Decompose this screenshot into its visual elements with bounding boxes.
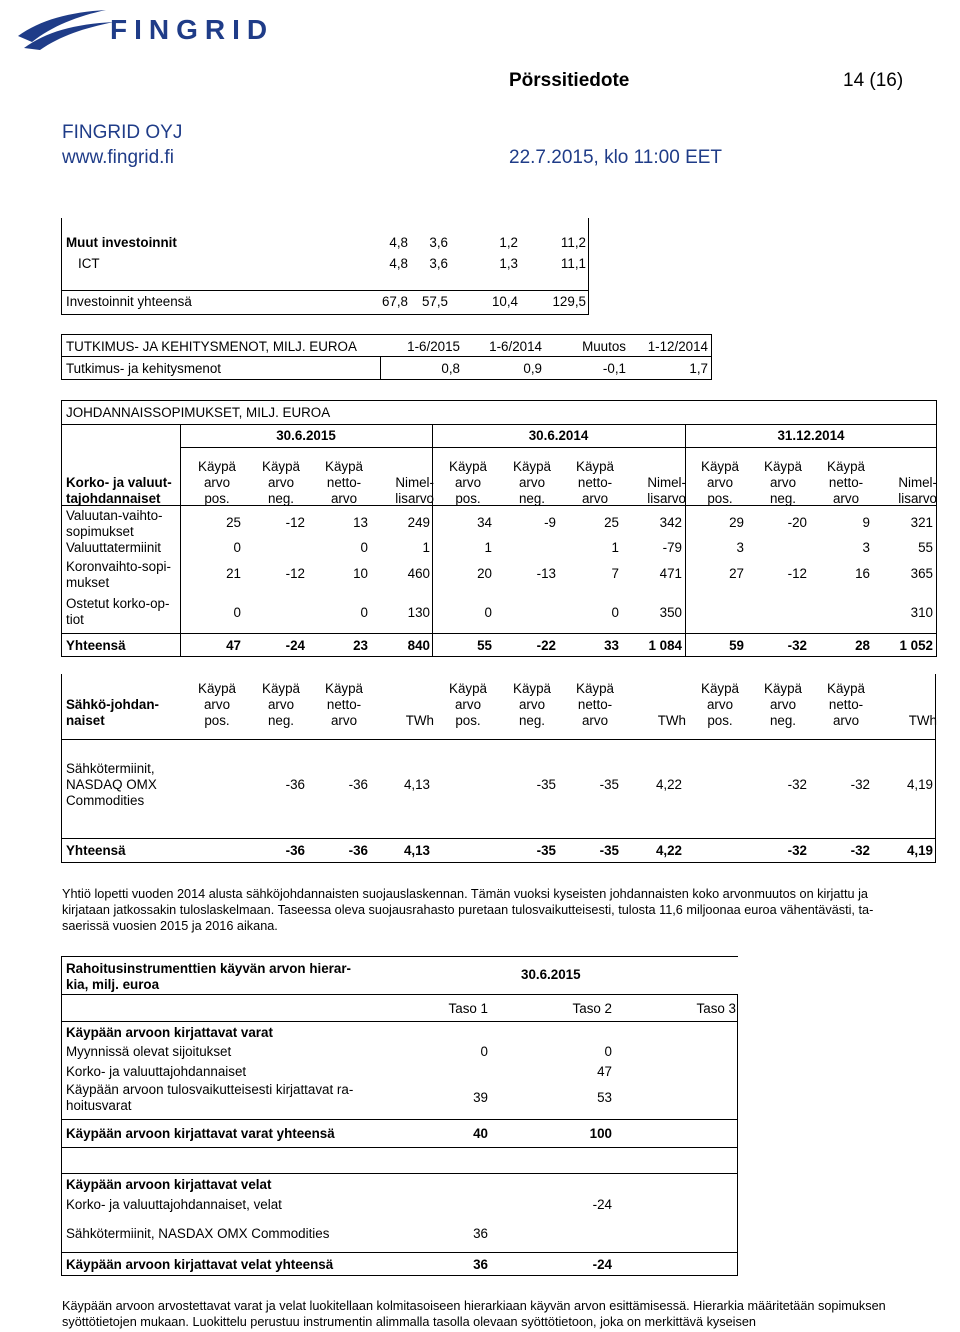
cell: 0,9 [523, 361, 542, 376]
column-header: Käypä [764, 681, 802, 696]
column-header: lisarvo [395, 491, 434, 506]
cell: 1,2 [499, 235, 518, 250]
column-header: Käypä [262, 681, 300, 696]
cell: 4,19 [906, 777, 933, 792]
cell: 100 [589, 1126, 612, 1141]
cell: 11,2 [560, 235, 586, 250]
cell: -0,1 [602, 361, 626, 376]
column-header: Käypä [827, 681, 865, 696]
level-header: Taso 2 [572, 1001, 612, 1016]
date-header: 30.6.2014 [528, 428, 589, 443]
row-label: Sähkötermiinit, [66, 761, 155, 776]
release-datetime: 22.7.2015, klo 11:00 EET [509, 147, 723, 168]
cell: 3 [736, 540, 744, 555]
cell: 249 [407, 515, 430, 530]
row-label: naiset [66, 713, 105, 728]
derivatives-title: JOHDANNAISSOPIMUKSET, MILJ. EUROA [66, 405, 331, 420]
cell: 4,19 [906, 843, 933, 858]
cell: 3,6 [429, 235, 448, 250]
cell: 25 [226, 515, 241, 530]
column-header: TWh [908, 713, 937, 728]
cell: -36 [285, 843, 305, 858]
row-label: Muut investoinnit [66, 235, 177, 250]
column-header: pos. [707, 713, 733, 728]
cell: 471 [659, 566, 682, 581]
cell: 129,5 [552, 294, 586, 309]
cell: 460 [407, 566, 430, 581]
column-header: netto- [577, 697, 613, 712]
cell: -32 [787, 638, 807, 653]
column-header: netto- [326, 475, 362, 490]
row-label: Käypään arvoon kirjattavat velat yhteensä [66, 1257, 334, 1272]
cell: -24 [285, 638, 305, 653]
paragraph-line: Yhtiö lopetti vuoden 2014 alusta sähköjohdannaisten suojauslaskennan. Tämän vuoksi kyseisten johdannaisten koko arvonmuutos on kirjattu ja [62, 887, 868, 901]
cell: 350 [659, 605, 682, 620]
cell: 4,8 [389, 235, 408, 250]
column-header: Nimel- [647, 475, 686, 490]
column-header: arvo [330, 713, 358, 728]
cell: 57,5 [421, 294, 448, 309]
cell: 59 [729, 638, 744, 653]
column-header: arvo [832, 491, 860, 506]
cell: -24 [592, 1257, 612, 1272]
column-header: netto- [577, 475, 613, 490]
column-header: neg. [769, 491, 797, 506]
cell: 1,7 [689, 361, 708, 376]
row-label: Investoinnit yhteensä [66, 294, 192, 309]
cell: 0,8 [441, 361, 460, 376]
column-header: arvo [581, 713, 609, 728]
row-label: Korko- ja valuuttajohdannaiset [66, 1064, 247, 1079]
row-label: Sähkötermiinit, NASDAX OMX Commodities [66, 1226, 330, 1241]
cell: -35 [536, 843, 556, 858]
col-header: 1-12/2014 [647, 339, 708, 354]
cell: -12 [285, 515, 305, 530]
column-header: Käypä [513, 681, 551, 696]
cell: -20 [787, 515, 807, 530]
column-header: lisarvo [898, 491, 937, 506]
cell: 55 [477, 638, 492, 653]
row-label: hoitusvarat [66, 1098, 132, 1113]
cell: -36 [348, 843, 368, 858]
column-header: arvo [454, 475, 482, 490]
logo-icon [18, 6, 118, 50]
paragraph-line: saerissä vuosien 2015 ja 2016 aikana. [62, 919, 278, 933]
column-header: arvo [769, 697, 797, 712]
column-header: arvo [330, 491, 358, 506]
cell: 47 [226, 638, 241, 653]
row-label: Koronvaihto-sopi- [66, 559, 171, 574]
cell: 55 [918, 540, 933, 555]
cell: 47 [597, 1064, 612, 1079]
cell: 3 [862, 540, 870, 555]
row-label: Commodities [66, 793, 145, 808]
cell: 1 084 [648, 638, 682, 653]
column-header: Käypä [764, 459, 802, 474]
cell: 10,4 [491, 294, 518, 309]
row-label: ICT [78, 256, 100, 271]
column-header: pos. [455, 713, 481, 728]
column-header: arvo [203, 697, 231, 712]
column-header: Nimel- [395, 475, 434, 490]
footer-line: syöttötietojen mukaan. Luokittelu perustuu instrumentin alimmalla tasolla olevaan syöttötietoon, joka on merkittävä kyseisen [62, 1315, 756, 1329]
cell: 20 [477, 566, 492, 581]
column-header: Käypä [701, 459, 739, 474]
column-header: neg. [267, 713, 295, 728]
fingrid-logo [18, 6, 278, 50]
cell: 0 [484, 605, 492, 620]
column-header: arvo [769, 475, 797, 490]
column-header: pos. [455, 491, 481, 506]
row-label: Korko- ja valuuttajohdannaiset, velat [66, 1197, 282, 1212]
cell: 1 [484, 540, 492, 555]
cell: 40 [473, 1126, 488, 1141]
cell: -79 [662, 540, 682, 555]
cell: 33 [604, 638, 619, 653]
cell: 39 [473, 1090, 488, 1105]
column-header: Käypä [513, 459, 551, 474]
column-header: arvo [518, 697, 546, 712]
column-header: neg. [518, 491, 546, 506]
row-label: Myynnissä olevat sijoitukset [66, 1044, 232, 1059]
column-header: Käypä [449, 459, 487, 474]
cell: 67,8 [381, 294, 408, 309]
hierarchy-title: kia, milj. euroa [66, 977, 160, 992]
cell: -12 [285, 566, 305, 581]
col-header: Muutos [582, 339, 626, 354]
row-label: Valuuttatermiinit [66, 540, 162, 555]
column-header: netto- [828, 697, 864, 712]
column-header: Käypä [198, 681, 236, 696]
cell: 1 052 [899, 638, 933, 653]
column-header: Käypä [576, 459, 614, 474]
column-header: Käypä [325, 681, 363, 696]
cell: -35 [599, 843, 619, 858]
company-name: FINGRID OYJ [62, 122, 183, 143]
page-number: 14 (16) [843, 70, 904, 91]
column-header: arvo [832, 713, 860, 728]
section-header: Käypään arvoon kirjattavat velat [66, 1177, 272, 1192]
cell: 840 [407, 638, 430, 653]
cell: -36 [285, 777, 305, 792]
cell: 23 [353, 638, 368, 653]
row-label: Valuutan-vaihto- [66, 508, 163, 523]
row-label: Ostetut korko-op- [66, 596, 170, 611]
cell: -12 [787, 566, 807, 581]
cell: 4,22 [655, 843, 682, 858]
row-label: Käypään arvoon kirjattavat varat yhteensä [66, 1126, 335, 1141]
row-label: sopimukset [66, 524, 134, 539]
column-header: pos. [204, 713, 230, 728]
cell: -32 [787, 777, 807, 792]
cell: 28 [855, 638, 870, 653]
date-header: 30.6.2015 [276, 428, 336, 443]
cell: 36 [473, 1226, 488, 1241]
cell: 310 [910, 605, 933, 620]
cell: 130 [407, 605, 430, 620]
cell: 0 [233, 540, 241, 555]
level-header: Taso 3 [696, 1001, 736, 1016]
column-header: arvo [706, 475, 734, 490]
column-header: Käypä [701, 681, 739, 696]
cell: 10 [353, 566, 368, 581]
row-label: Sähkö-johdan- [66, 697, 159, 712]
rnd-title: TUTKIMUS- JA KEHITYSMENOT, MILJ. EUROA [66, 339, 357, 354]
cell: 1 [611, 540, 619, 555]
row-label: Tutkimus- ja kehitysmenot [66, 361, 222, 376]
cell: 3,6 [429, 256, 448, 271]
row-label: Käypään arvoon tulosvaikutteisesti kirjattavat ra- [66, 1082, 354, 1097]
column-header: arvo [581, 491, 609, 506]
cell: 9 [862, 515, 870, 530]
hierarchy-title: Rahoitusinstrumenttien käyvän arvon hierar- [66, 961, 351, 976]
cell: 4,22 [655, 777, 682, 792]
row-label: tajohdannaiset [66, 491, 161, 506]
cell: 321 [910, 515, 933, 530]
column-header: Käypä [325, 459, 363, 474]
col-header: 1-6/2014 [489, 339, 542, 354]
cell: -32 [850, 843, 870, 858]
cell: 0 [611, 605, 619, 620]
cell: -24 [592, 1197, 612, 1212]
level-header: Taso 1 [448, 1001, 488, 1016]
cell: 1,3 [499, 256, 518, 271]
cell: -22 [536, 638, 556, 653]
cell: 7 [611, 566, 619, 581]
cell: 0 [480, 1044, 488, 1059]
cell: 11,1 [560, 256, 586, 271]
column-header: neg. [769, 713, 797, 728]
row-label: NASDAQ OMX [66, 777, 157, 792]
website-link[interactable]: www.fingrid.fi [62, 147, 174, 168]
column-header: arvo [267, 475, 295, 490]
cell: 53 [597, 1090, 612, 1105]
column-header: Käypä [576, 681, 614, 696]
col-header: 1-6/2015 [407, 339, 460, 354]
column-header: TWh [405, 713, 434, 728]
cell: 4,8 [389, 256, 408, 271]
cell: 342 [659, 515, 682, 530]
column-header: arvo [203, 475, 231, 490]
row-label: Yhteensä [66, 638, 126, 653]
logo-wordmark: FINGRID [110, 14, 275, 45]
column-header: netto- [828, 475, 864, 490]
column-header: arvo [518, 475, 546, 490]
cell: -13 [536, 566, 556, 581]
row-label: mukset [66, 575, 110, 590]
footer-line: Käypään arvoon arvostettavat varat ja velat luokitellaan kolmitasoiseen hierarkiaan käyvän arvon esittämisessä. Hierarkia määritetään sopimuksen [62, 1299, 886, 1313]
row-label: Yhteensä [66, 843, 126, 858]
hierarchy-date: 30.6.2015 [521, 967, 581, 982]
column-header: pos. [204, 491, 230, 506]
cell: 25 [604, 515, 619, 530]
paragraph-line: kirjataan jatkossakin tuloslaskelmaan. Taseessa oleva suojausrahasto puretaan tulosvaikutteisesti, tulosta 11,6 miljoonaa euroa vähentävästi, ta- [62, 903, 874, 917]
cell: 29 [729, 515, 744, 530]
cell: 0 [360, 605, 368, 620]
column-header: Käypä [262, 459, 300, 474]
column-header: Nimel- [898, 475, 937, 490]
column-header: lisarvo [647, 491, 686, 506]
column-header: TWh [657, 713, 686, 728]
column-header: Käypä [198, 459, 236, 474]
cell: -36 [348, 777, 368, 792]
cell: -35 [599, 777, 619, 792]
column-header: neg. [518, 713, 546, 728]
cell: 0 [604, 1044, 612, 1059]
column-header: Käypä [827, 459, 865, 474]
row-label: Korko- ja valuut- [66, 475, 172, 490]
cell: 4,13 [403, 777, 430, 792]
cell: 21 [226, 566, 241, 581]
cell: 1 [422, 540, 430, 555]
date-header: 31.12.2014 [777, 428, 845, 443]
cell: 0 [233, 605, 241, 620]
column-header: arvo [267, 697, 295, 712]
cell: 16 [855, 566, 870, 581]
cell: 13 [353, 515, 368, 530]
cell: 4,13 [403, 843, 430, 858]
cell: -35 [536, 777, 556, 792]
cell: -32 [787, 843, 807, 858]
cell: 365 [910, 566, 933, 581]
doc-title: Pörssitiedote [509, 70, 630, 91]
cell: -32 [850, 777, 870, 792]
cell: -9 [544, 515, 556, 530]
column-header: neg. [267, 491, 295, 506]
column-header: arvo [706, 697, 734, 712]
row-label: tiot [66, 612, 84, 627]
column-header: netto- [326, 697, 362, 712]
cell: 36 [473, 1257, 488, 1272]
column-header: Käypä [449, 681, 487, 696]
cell: 0 [360, 540, 368, 555]
column-header: arvo [454, 697, 482, 712]
cell: 34 [477, 515, 492, 530]
cell: 27 [729, 566, 744, 581]
column-header: pos. [707, 491, 733, 506]
section-header: Käypään arvoon kirjattavat varat [66, 1025, 273, 1040]
